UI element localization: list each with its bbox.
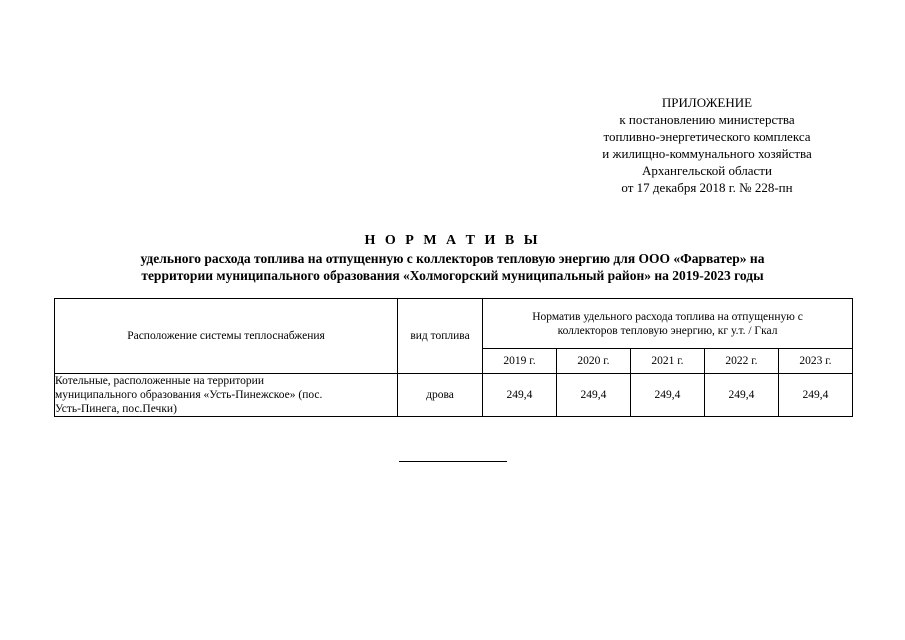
- header-norm-line-2: коллекторов тепловую энергию, кг у.т. / Гкал: [557, 324, 778, 337]
- title-main: Н О Р М А Т И В Ы: [364, 233, 541, 248]
- header-year: 2021 г.: [630, 349, 704, 374]
- appendix-line: топливно-энергетического комплекса: [603, 129, 811, 144]
- appendix-date-line: от 17 декабря 2018 г. № 228-пн: [621, 180, 793, 195]
- cell-value-2023: 249,4: [778, 374, 852, 417]
- title-subtitle-line-2: территории муниципального образования «Холмогорский муниципальный район» на 2019-2023 годы: [141, 268, 764, 283]
- appendix-heading: ПРИЛОЖЕНИЕ: [661, 95, 753, 110]
- cell-value-2022: 249,4: [704, 374, 778, 417]
- cell-value-2020: 249,4: [556, 374, 630, 417]
- location-line: Усть-Пинега, пос.Печки): [55, 403, 177, 415]
- header-fuel-type: вид топлива: [398, 299, 483, 374]
- table-row: [55, 374, 853, 417]
- table-header-row: [55, 299, 853, 349]
- appendix-line: и жилищно-коммунального хозяйства: [602, 146, 812, 161]
- header-year: 2019 г.: [483, 349, 557, 374]
- cell-location: [55, 374, 398, 417]
- header-year: 2022 г.: [704, 349, 778, 374]
- appendix-line: к постановлению министерства: [619, 112, 795, 127]
- appendix-block: [572, 94, 842, 196]
- header-location: Расположение системы теплоснабжения: [55, 299, 398, 374]
- document-title: [50, 232, 855, 284]
- header-year: 2023 г.: [778, 349, 852, 374]
- location-line: муниципального образования «Усть-Пинежское» (пос.: [55, 389, 323, 401]
- header-norm-line-1: Норматив удельного расхода топлива на отпущенную с: [532, 310, 803, 323]
- header-year: 2020 г.: [556, 349, 630, 374]
- norms-table: [54, 298, 853, 417]
- cell-fuel-type: дрова: [398, 374, 483, 417]
- closing-separator-line: [399, 461, 507, 462]
- cell-value-2019: 249,4: [483, 374, 557, 417]
- header-norm-group: [483, 299, 853, 349]
- title-subtitle-line-1: удельного расхода топлива на отпущенную с коллекторов тепловую энергию для ООО «Фарватер» на: [140, 251, 765, 266]
- appendix-line: Архангельской области: [642, 163, 772, 178]
- cell-value-2021: 249,4: [630, 374, 704, 417]
- location-line: Котельные, расположенные на территории: [55, 375, 264, 387]
